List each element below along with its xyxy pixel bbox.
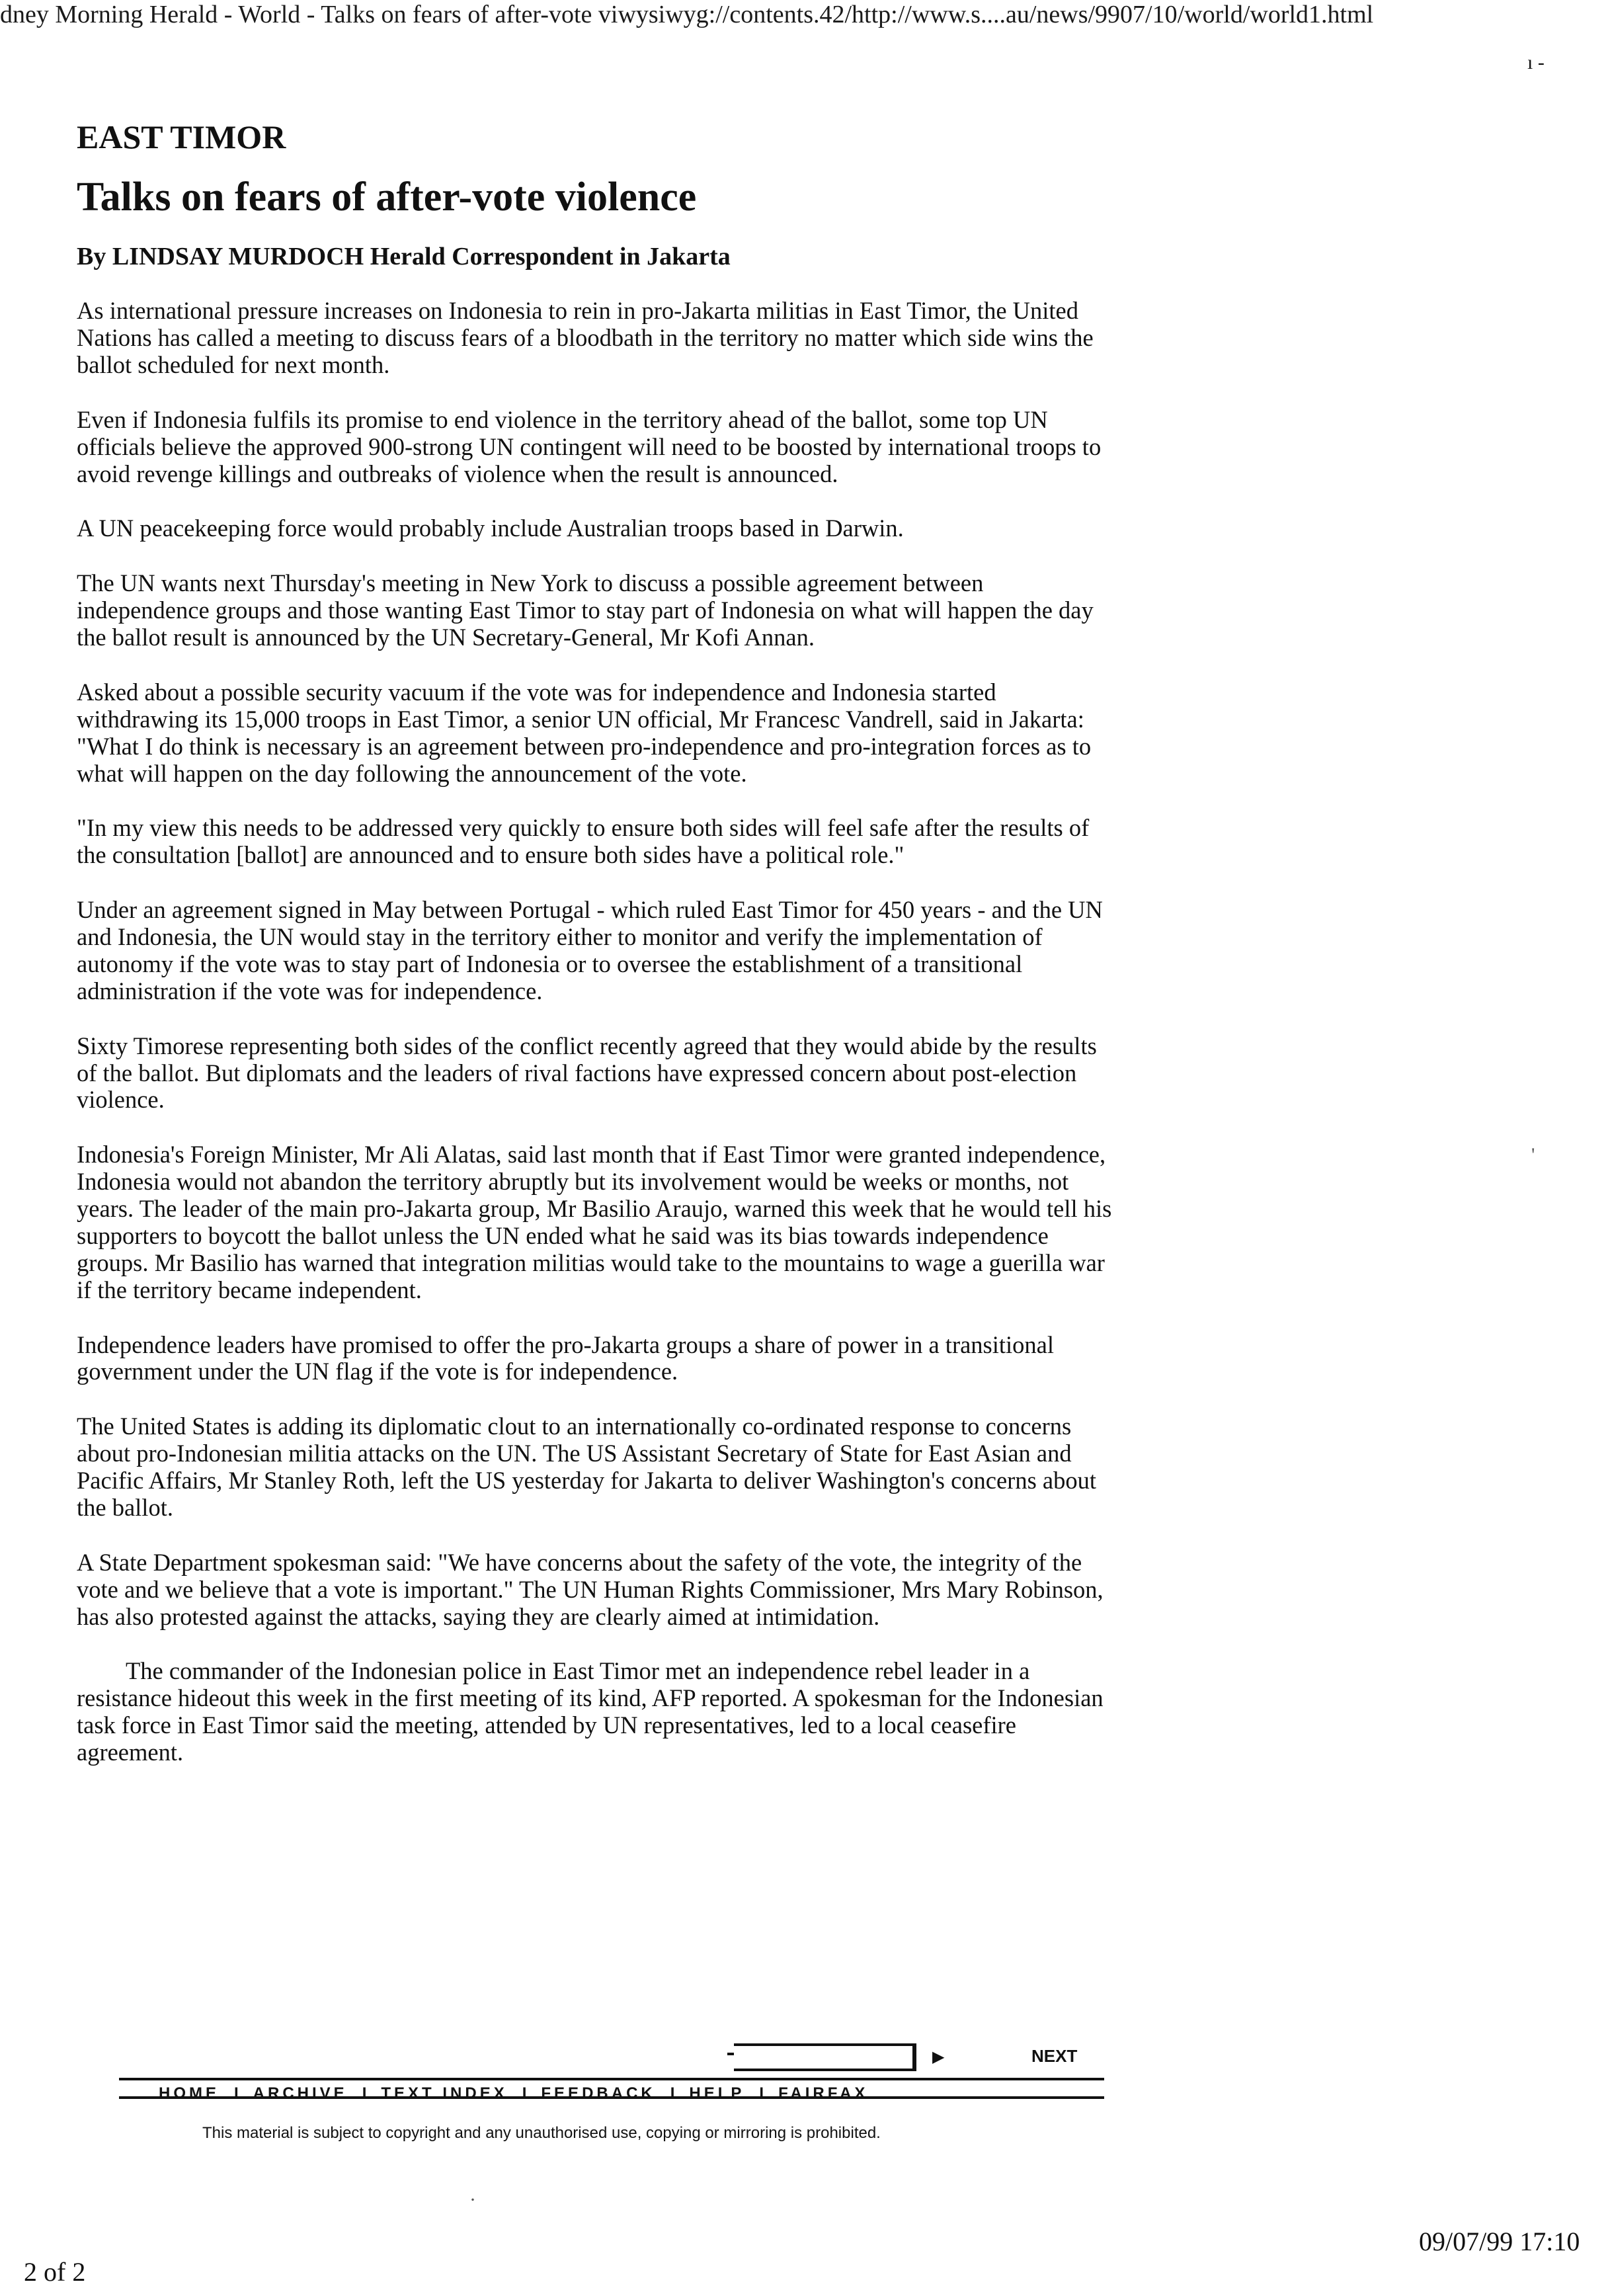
nav-links	[159, 2084, 868, 2103]
article-paragraph: The UN wants next Thursday's meeting in New York to discuss a possible agreement between independence groups and those wanting East Timor to stay part of Indonesia on what will happen the day the ballot result is announced by the UN Secretary-General, Mr Kofi Annan.	[77, 569, 1094, 651]
nav-separator: I	[759, 2084, 764, 2102]
article-paragraph: A State Department spokesman said: "We have concerns about the safety of the vote, the integrity of the vote and we believe that a vote is important." The UN Human Rights Commissioner, Mrs Mary Robinson, has also protested against the attacks, saying they are clearly aimed at intimidation.	[77, 1548, 1104, 1630]
nav-separator: I	[362, 2084, 367, 2102]
nav-link-archive[interactable]: ARCHIVE	[253, 2084, 348, 2102]
article-paragraph: Asked about a possible security vacuum if the vote was for independence and Indonesia started withdrawing its 15,000 troops in East Timor, a senior UN official, Mr Francesc Vandrell, said in Jakarta: "What I do think is necessary is an agreement between pro-independence and pro-integration forces as to what will happen on the day following the announcement of the vote.	[77, 678, 1092, 787]
article-paragraph: Sixty Timorese representing both sides of the conflict recently agreed that they would abide by the results of the ballot. But diplomats and the leaders of rival factions have expressed concern about post-election violence.	[77, 1032, 1097, 1114]
print-datestamp: 09/07/99 17:10	[1419, 2227, 1580, 2256]
site-navigation	[119, 2043, 1111, 2149]
nav-separator: I	[234, 2084, 239, 2102]
byline: By LINDSAY MURDOCH Herald Correspondent in Jakarta	[77, 243, 731, 271]
article-paragraph: A UN peacekeeping force would probably include Australian troops based in Darwin.	[77, 514, 904, 542]
article	[77, 118, 1121, 1794]
nav-link-fairfax[interactable]: FAIRFAX	[778, 2084, 869, 2102]
article-paragraph: Even if Indonesia fulfils its promise to end violence in the territory ahead of the ballot, some top UN officials believe the approved 900-strong UN contingent will need to be boosted by international troops to avoid revenge killings and outbreaks of violence when the result is announced.	[77, 405, 1102, 487]
play-arrow-icon: ▶	[932, 2049, 945, 2066]
section-label: EAST TIMOR	[77, 118, 286, 155]
article-paragraph: The United States is adding its diplomatic clout to an internationally co-ordinated response to concerns about pro-Indonesian militia attacks on the UN. The US Assistant Secretary of State for East Asian and Pacific Affairs, Mr Stanley Roth, left the US yesterday for Jakarta to deliver Washington's concerns about the ballot.	[77, 1413, 1097, 1521]
print-header-url: dney Morning Herald - World - Talks on fears of after-vote viwysiwyg://contents.42/http://www.s....au/news/9907/10/world/world1.html	[0, 1, 1374, 28]
next-divider	[912, 2046, 915, 2069]
nav-separator: I	[522, 2084, 527, 2102]
page-number: 2 of 2	[24, 2257, 86, 2287]
article-paragraph: Indonesia's Foreign Minister, Mr Ali Alatas, said last month that if East Timor were granted independence, Indonesia would not abandon the territory abruptly but its involvement would be weeks or months, not years. The leader of the main pro-Jakarta group, Mr Basilio Araujo, warned this week that he would tell his supporters to boycott the ballot unless the UN ended what he said was its bias towards independence groups. Mr Basilio has warned that integration militias would take to the mountains to wage a guerilla war if the territory became independent.	[77, 1141, 1112, 1303]
article-paragraph: As international pressure increases on Indonesia to rein in pro-Jakarta militias in East Timor, the United Nations has called a meeting to discuss fears of a bloodbath in the territory no matter which side wins the ballot scheduled for next month.	[77, 297, 1094, 378]
article-paragraph: The commander of the Indonesian police in East Timor met an independence rebel leader in a resistance hideout this week in the first meeting of its kind, AFP reported. A spokesman for the Indonesian task force in East Timor said the meeting, attended by UN representatives, led to a local ceasefire agreement.	[77, 1657, 1104, 1766]
scan-speck: '	[1531, 1144, 1535, 1166]
nav-link-text-index[interactable]: TEXT INDEX	[381, 2084, 508, 2102]
article-paragraph: Under an agreement signed in May between Portugal - which ruled East Timor for 450 years - and the UN and Indonesia, the UN would stay in the territory either to monitor and verify the implementation of autonomy if the vote was to stay part of Indonesia or to oversee the establishment of a transitional administration if the vote was for independence.	[77, 896, 1103, 1004]
next-button[interactable]	[734, 2043, 1078, 2071]
scan-marks: ı -	[1527, 52, 1545, 73]
nav-link-feedback[interactable]: FEEDBACK	[541, 2084, 656, 2102]
nav-link-home[interactable]: HOME	[159, 2084, 220, 2102]
next-label: NEXT	[1031, 2046, 1078, 2066]
scan-speck: ·	[469, 2189, 476, 2211]
copyright-notice: This material is subject to copyright and any unauthorised use, copying or mirroring is prohibited.	[202, 2124, 881, 2142]
nav-separator: I	[670, 2084, 675, 2102]
next-bar-line	[727, 2053, 734, 2055]
article-paragraph: Independence leaders have promised to offer the pro-Jakarta groups a share of power in a transitional government under the UN flag if the vote is for independence.	[77, 1331, 1055, 1385]
headline: Talks on fears of after-vote violence	[77, 175, 697, 220]
article-paragraph: "In my view this needs to be addressed very quickly to ensure both sides will feel safe after the results of the consultation [ballot] are announced and to ensure both sides have a political role."	[77, 814, 1090, 869]
nav-link-help[interactable]: HELP	[689, 2084, 745, 2102]
